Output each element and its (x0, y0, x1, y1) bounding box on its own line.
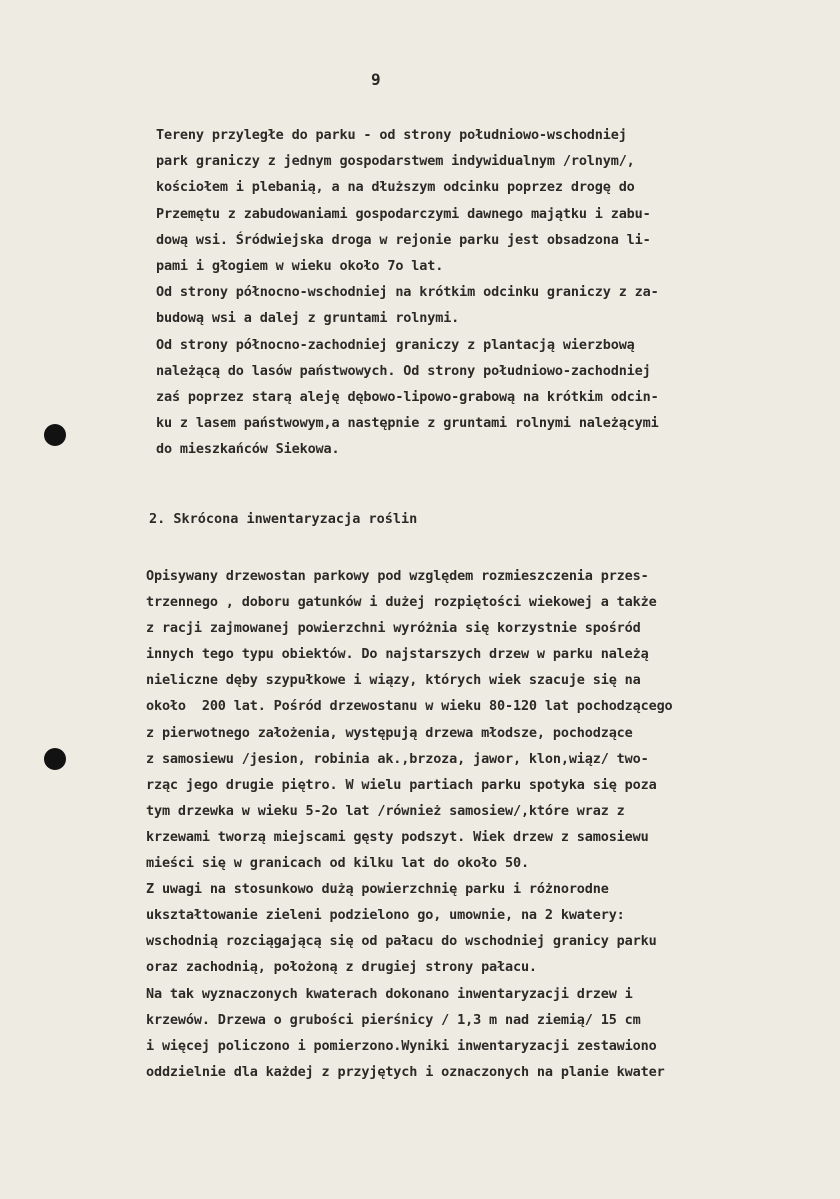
paragraph-inventory (146, 563, 673, 1085)
text-line: z racji zajmowanej powierzchni wyróżnia się korzystnie spośród (146, 620, 641, 637)
text-line: do mieszkańców Siekowa. (156, 441, 340, 458)
punch-hole (44, 748, 66, 770)
text-line: rząc jego drugie piętro. W wielu partiach parku spotyka się poza (146, 776, 657, 793)
text-line: krzewami tworzą miejscami gęsty podszyt. Wiek drzew z samosiewu (146, 828, 649, 845)
text-line: dową wsi. Śródwiejska droga w rejonie parku jest obsadzona li- (156, 231, 651, 248)
text-line: Tereny przyległe do parku - od strony południowo-wschodniej (156, 127, 627, 143)
text-line: z pierwotnego założenia, występują drzewa młodsze, pochodzące (146, 724, 633, 741)
punch-hole (44, 424, 66, 446)
text-line: około 200 lat. Pośród drzewostanu w wieku 80-120 lat pochodzącego (146, 698, 673, 715)
text-line: krzewów. Drzewa o grubości pierśnicy / 1,3 m nad ziemią/ 15 cm (146, 1011, 641, 1028)
text-line: innych tego typu obiektów. Do najstarszych drzew w parku należą (146, 646, 649, 663)
page-number: 9 (371, 70, 381, 89)
text-line: nieliczne dęby szypułkowe i wiązy, których wiek szacuje się na (146, 672, 641, 689)
text-line: tym drzewka w wieku 5-2o lat /również samosiew/,które wraz z (146, 802, 625, 819)
text-line: zaś poprzez starą aleję dębowo-lipowo-grabową na krótkim odcin- (156, 388, 659, 405)
text-line: Od strony północno-zachodniej graniczy z plantacją wierzbową (156, 336, 635, 353)
text-line: należącą do lasów państwowych. Od strony południowo-zachodniej (156, 362, 651, 379)
text-line: Przemętu z zabudowaniami gospodarczymi dawnego majątku i zabu- (156, 205, 651, 222)
text-line: pami i głogiem w wieku około 7o lat. (156, 257, 444, 274)
text-line: park graniczy z jednym gospodarstwem indywidualnym /rolnym/, (156, 153, 635, 170)
text-line: kościołem i plebanią, a na dłuższym odcinku poprzez drogę do (156, 179, 635, 196)
text-line: z samosiewu /jesion, robinia ak.,brzoza, jawor, klon,wiąz/ two- (146, 750, 649, 767)
text-line: wschodnią rozciągającą się od pałacu do wschodniej granicy parku (146, 933, 657, 950)
section-heading: 2. Skrócona inwentaryzacja roślin (149, 511, 418, 527)
text-line: Opisywany drzewostan parkowy pod względem rozmieszczenia przes- (146, 568, 649, 584)
text-line: Od strony północno-wschodniej na krótkim odcinku graniczy z za- (156, 284, 659, 301)
text-line: trzennego , doboru gatunków i dużej rozpiętości wiekowej a także (146, 594, 657, 611)
text-line: i więcej policzono i pomierzono.Wyniki inwentaryzacji zestawiono (146, 1037, 657, 1054)
text-line: budową wsi a dalej z gruntami rolnymi. (156, 310, 460, 327)
text-line: ku z lasem państwowym,a następnie z gruntami rolnymi należącymi (156, 415, 659, 432)
text-line: Na tak wyznaczonych kwaterach dokonano inwentaryzacji drzew i (146, 985, 633, 1002)
text-line: mieści się w granicach od kilku lat do około 50. (146, 855, 529, 872)
text-line: oraz zachodnią, położoną z drugiej strony pałacu. (146, 959, 537, 976)
text-line: Z uwagi na stosunkowo dużą powierzchnię parku i różnorodne (146, 881, 609, 898)
text-line: ukształtowanie zieleni podzielono go, umownie, na 2 kwatery: (146, 907, 625, 924)
paragraph-surroundings (156, 122, 659, 462)
text-line: oddzielnie dla każdej z przyjętych i oznaczonych na planie kwater (146, 1063, 665, 1080)
